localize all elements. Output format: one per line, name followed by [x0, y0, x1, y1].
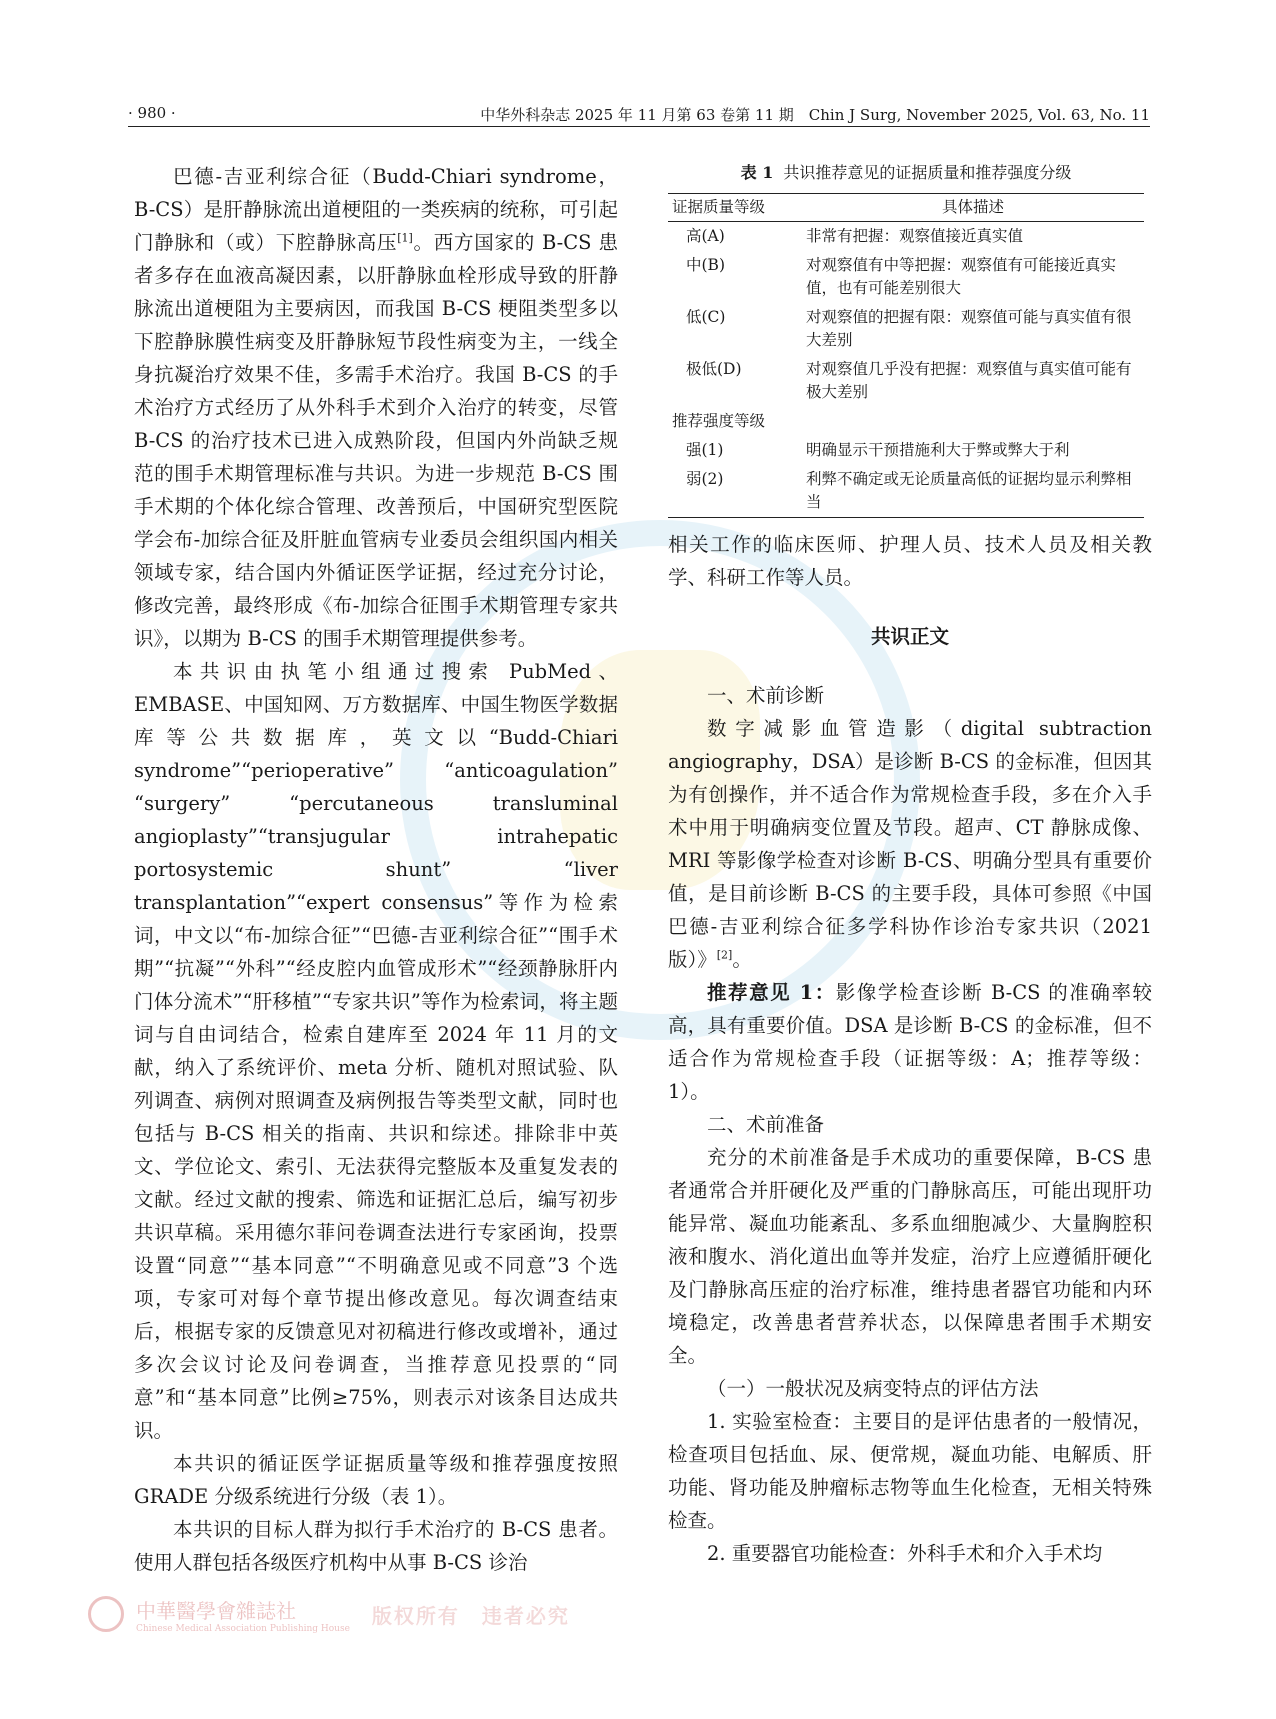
publisher-en: Chinese Medical Association Publishing House: [136, 1623, 350, 1634]
table-row: 低(C) 对观察值的把握有限：观察值可能与真实值有很大差别: [686, 308, 1132, 349]
publisher-seal-icon: [88, 1596, 124, 1632]
heading-preop-preparation: 二、术前准备: [707, 1113, 825, 1136]
recommendation-1: 推荐意见 1：影像学检查诊断 B-CS 的准确率较高，具有重要价值。DSA 是诊断 B-CS 的金标准，但不适合作为常规检查手段（证据等级：A；推荐等级：1）。: [668, 981, 1152, 1103]
table-row: 高(A) 非常有把握：观察值接近真实值: [686, 227, 1024, 245]
grade-paragraph: 本共识的循证医学证据质量等级和推荐强度按照 GRADE 分级系统进行分级（表 1）。: [134, 1452, 618, 1508]
dsa-paragraph: 数字减影血管造影（digital subtraction angiography，DSA）是诊断 B-CS 的金标准，但因其为有创操作，并不适合作为常规检查手段，多在介入手术中用于明确病变位置及节段。超声、CT 静脉成像、MRI 等影像学检查对诊断 B-CS、明确分型具有重要价值，是目前诊断 B-CS 的主要手段，具体可参照《中国巴德-吉亚利综合征多学科协作诊治专家共识（2021 版）》[2]。: [668, 717, 1152, 971]
table-caption: 表 1 共识推荐意见的证据质量和推荐强度分级: [740, 163, 1072, 182]
heading-assessment: （一）一般状况及病变特点的评估方法: [707, 1377, 1039, 1400]
copyright-stamp: 版权所有 违者必究: [371, 1603, 570, 1628]
grade-table: [668, 193, 1144, 518]
right-column: [668, 528, 1152, 1570]
table-section-row: 推荐强度等级: [672, 412, 766, 430]
page-number: · 980 ·: [128, 104, 176, 122]
section-title: 共识正文: [870, 625, 949, 648]
table-row: 强(1) 明确显示干预措施利大于弊或弊大于利: [686, 441, 1070, 459]
target-population-paragraph: 本共识的目标人群为拟行手术治疗的 B-CS 患者。使用人群包括各级医疗机构中从事 B-CS 诊治: [134, 1518, 618, 1574]
col-header-level: 证据质量等级: [668, 194, 802, 222]
intro-paragraph: 巴德-吉亚利综合征（Budd-Chiari syndrome，B-CS）是肝静脉流出道梗阻的一类疾病的统称，可引起门静脉和（或）下腔静脉高压[1]。西方国家的 B-CS 患者多存在血液高凝因素，以肝静脉血栓形成导致的肝静脉流出道梗阻为主要病因，而我国 B-CS 梗阻类型多以下腔静脉膜性病变及肝静脉短节段性病变为主，一线全身抗凝治疗效果不佳，多需手术治疗。我国 B-CS 的手术治疗方式经历了从外科手术到介入治疗的转变，尽管 B-CS 的治疗技术已进入成熟阶段，但国内外尚缺乏规范的围手术期管理标准与共识。为进一步规范 B-CS 围手术期的个体化综合管理、改善预后，中国研究型医院学会布-加综合征及肝脏血管病专业委员会组织国内相关领域专家，结合国内外循证医学证据，经过充分讨论，修改完善，最终形成《布-加综合征围手术期管理专家共识》，以期为 B-CS 的围手术期管理提供参考。: [134, 165, 618, 650]
table-row: 极低(D) 对观察值几乎没有把握：观察值与真实值可能有极大差别: [686, 360, 1132, 401]
col-header-desc: 具体描述: [802, 194, 1144, 222]
reference-2[interactable]: [2]: [716, 948, 733, 962]
publisher-watermark: [88, 1592, 570, 1636]
publisher-cn: 中華醫學會雜誌社: [136, 1598, 296, 1623]
table-1: [668, 160, 1144, 518]
organ-paragraph: 2. 重要器官功能检查：外科手术和介入手术均: [707, 1542, 1103, 1565]
population-continued: 相关工作的临床医师、护理人员、技术人员及相关教学、科研工作等人员。: [668, 533, 1152, 589]
journal-info: 中华外科杂志 2025 年 11 月第 63 卷第 11 期 Chin J Surg, November 2025, Vol. 63, No. 11: [480, 106, 1150, 124]
lab-paragraph: 1. 实验室检查：主要目的是评估患者的一般情况，检查项目包括血、尿、便常规，凝血功能、电解质、肝功能、肾功能及肿瘤标志物等血生化检查，无相关特殊检查。: [668, 1410, 1152, 1532]
page-header: [128, 102, 1150, 127]
left-column: [134, 160, 618, 1579]
table-row: 弱(2) 利弊不确定或无论质量高低的证据均显示利弊相当: [686, 470, 1132, 511]
prep-paragraph: 充分的术前准备是手术成功的重要保障，B-CS 患者通常合并肝硬化及严重的门静脉高压，可能出现肝功能异常、凝血功能紊乱、多系血细胞减少、大量胸腔积液和腹水、消化道出血等并发症，治疗上应遵循肝硬化及门静脉高压症的治疗标准，维持患者器官功能和内环境稳定，改善患者营养状态，以保障患者围手术期安全。: [668, 1146, 1152, 1367]
reference-1[interactable]: [1]: [397, 231, 413, 245]
table-row: 中(B) 对观察值有中等把握：观察值有可能接近真实值，也有可能差别很大: [686, 256, 1117, 297]
methods-paragraph: 本共识由执笔小组通过搜索 PubMed、EMBASE、中国知网、万方数据库、中国生物医学数据库等公共数据库，英文以“Budd-Chiari syndrome”“perioperative” “anticoagulation” “surgery” “percutaneous transluminal angioplasty”“transjugular intrahepatic portosystemic shunt” “liver transplantation”“expert consensus”等作为检索词，中文以“布-加综合征”“巴德-吉亚利综合征”“围手术期”“抗凝”“外科”“经皮腔内血管成形术”“经颈静脉肝内门体分流术”“肝移植”“专家共识”等作为检索词，将主题词与自由词结合，检索自建库至 2024 年 11 月的文献，纳入了系统评价、meta 分析、随机对照试验、队列调查、病例对照调查及病例报告等类型文献，同时也包括与 B-CS 相关的指南、共识和综述。排除非中英文、学位论文、索引、无法获得完整版本及重复发表的文献。经过文献的搜索、筛选和证据汇总后，编写初步共识草稿。采用德尔菲问卷调查法进行专家函询，投票设置“同意”“基本同意”“不明确意见或不同意”3 个选项，专家可对每个章节提出修改意见。每次调查结束后，根据专家的反馈意见对初稿进行修改或增补，通过多次会议讨论及问卷调查，当推荐意见投票的“同意”和“基本同意”比例≥75%，则表示对该条目达成共识。: [134, 660, 618, 1442]
heading-preop-diagnosis: 一、术前诊断: [707, 684, 825, 707]
